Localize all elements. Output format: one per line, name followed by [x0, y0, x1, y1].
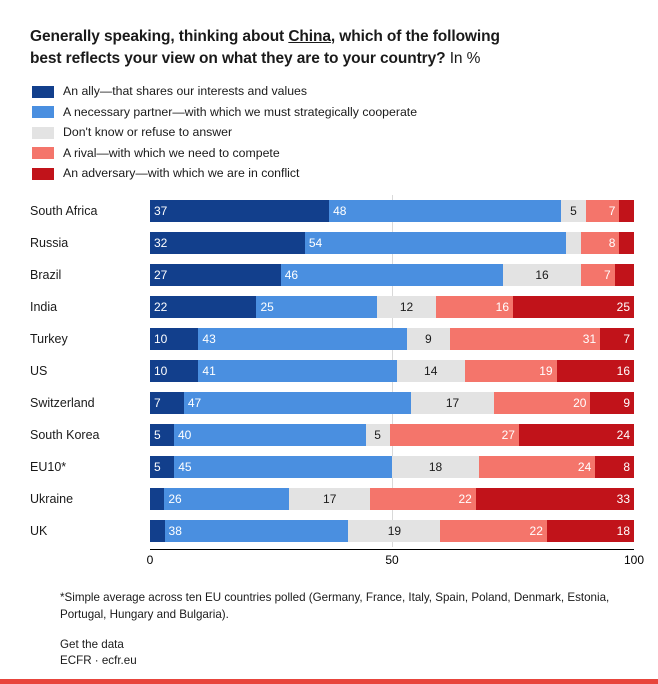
chart-row — [30, 259, 634, 291]
bar-value-label: 7 — [603, 268, 611, 282]
bar-segment — [411, 392, 493, 414]
bar-segment — [494, 392, 591, 414]
bar-segment — [619, 200, 634, 222]
bar-segment — [377, 296, 435, 318]
bar-segment — [436, 296, 513, 318]
bar-value-label: 12 — [399, 300, 414, 314]
bar-value-label: 41 — [202, 364, 216, 378]
bar-segment — [595, 456, 634, 478]
bar-value-label: 22 — [529, 524, 543, 538]
bar-value-label: 5 — [570, 204, 577, 218]
bar-segment — [174, 456, 392, 478]
bar-value-label: 14 — [424, 364, 438, 378]
bar-value-label: 22 — [154, 300, 168, 314]
x-axis-line — [146, 549, 645, 567]
bar-segment — [150, 424, 174, 446]
bar-segment — [619, 232, 634, 254]
bar-value-label: 54 — [308, 236, 323, 250]
bar-value-label: 33 — [616, 492, 630, 506]
chart-row — [30, 195, 634, 227]
bar-segment — [390, 424, 519, 446]
bar-segment — [581, 232, 620, 254]
legend-swatch-icon — [32, 127, 54, 139]
chart-row — [30, 227, 634, 259]
bar-segment — [407, 328, 451, 350]
bar-segment — [397, 360, 465, 382]
category-label: Russia — [30, 236, 69, 250]
category-label: South Africa — [30, 204, 98, 218]
bar-value-label: 5 — [374, 428, 381, 442]
bar-value-label: 5 — [154, 428, 161, 442]
title-part-3: best reflects your view on what they are to your country? — [30, 50, 450, 67]
category-label: Switzerland — [30, 396, 95, 410]
bar-value-label: 7 — [623, 332, 631, 346]
legend-item-label: An ally—that shares our interests and values — [63, 84, 308, 99]
legend-item[interactable] — [32, 146, 634, 161]
bar-segment — [450, 328, 600, 350]
legend-item[interactable] — [32, 105, 634, 120]
bar-value-label: 25 — [616, 300, 630, 314]
category-label: South Korea — [30, 428, 100, 442]
bar-value-label: 18 — [616, 524, 630, 538]
category-label: Brazil — [30, 268, 62, 282]
bar-segment — [329, 200, 561, 222]
bar-segment — [184, 392, 411, 414]
bar-segment — [305, 232, 566, 254]
bar-segment — [590, 392, 634, 414]
bar-segment — [165, 520, 349, 542]
axis-tick-label: 100 — [623, 553, 645, 567]
category-label: US — [30, 364, 48, 378]
bar-segment — [547, 520, 634, 542]
bar-segment — [615, 264, 634, 286]
bar-value-label: 27 — [501, 428, 515, 442]
bar-value-label: 18 — [428, 460, 443, 474]
bar-segment — [513, 296, 634, 318]
bar-value-label: 5 — [154, 460, 161, 474]
bar-segment — [600, 328, 634, 350]
chart-row — [30, 323, 634, 355]
title-country: China — [288, 28, 331, 45]
bar-segment — [392, 456, 479, 478]
bar-value-label: 10 — [154, 332, 168, 346]
chart-row — [30, 387, 634, 419]
title-part-2: , which of the following — [330, 28, 500, 45]
bar-segment — [174, 424, 366, 446]
bar-segment — [476, 488, 634, 510]
bar-value-label: 9 — [623, 396, 630, 410]
legend-swatch-icon — [32, 86, 54, 98]
chart-row — [30, 451, 634, 483]
legend-item[interactable] — [32, 166, 634, 181]
legend-item[interactable] — [32, 84, 634, 99]
bar-value-label: 19 — [539, 364, 553, 378]
chart-row — [30, 515, 634, 547]
title-part-1: Generally speaking, thinking about — [30, 28, 289, 45]
bar-segment — [150, 520, 165, 542]
stacked-bar — [150, 360, 634, 382]
bar-segment — [281, 264, 504, 286]
stacked-bar — [150, 392, 634, 414]
legend-swatch-icon — [32, 106, 54, 118]
bar-value-label: 8 — [608, 236, 616, 250]
stacked-bar — [150, 328, 634, 350]
bar-segment — [150, 328, 198, 350]
chart-plot-area — [30, 195, 645, 567]
stacked-bar — [150, 424, 634, 446]
bar-value-label: 19 — [387, 524, 402, 538]
category-label: Turkey — [30, 332, 68, 346]
stacked-bar — [150, 488, 634, 510]
bar-value-label: 17 — [323, 492, 337, 506]
stacked-bar — [150, 264, 634, 286]
category-label: Ukraine — [30, 492, 74, 506]
bar-segment — [366, 424, 390, 446]
chart-footnote: *Simple average across ten EU countries polled (Germany, France, Italy, Spain, Poland, Denmark, Estonia, Portugal, Hungary and Bulgaria). — [60, 591, 610, 622]
bar-value-label: 38 — [168, 524, 182, 538]
bar-segment — [440, 520, 546, 542]
stacked-bar — [150, 456, 634, 478]
bar-value-label: 40 — [177, 428, 192, 442]
bar-value-label: 45 — [178, 460, 192, 474]
bar-segment — [561, 200, 585, 222]
chart-legend — [32, 84, 634, 181]
bar-value-label: 22 — [458, 492, 472, 506]
title-unit: In % — [449, 50, 481, 67]
bar-segment — [581, 264, 615, 286]
bar-value-label: 20 — [573, 396, 587, 410]
bar-segment — [150, 264, 281, 286]
stacked-bar — [150, 520, 634, 542]
bar-value-label: 10 — [154, 364, 168, 378]
legend-swatch-icon — [32, 168, 54, 180]
bar-value-label: 37 — [154, 204, 168, 218]
bar-value-label: 7 — [608, 204, 616, 218]
stacked-bar — [150, 200, 634, 222]
bar-value-label: 32 — [154, 236, 168, 250]
bar-value-label: 16 — [616, 364, 630, 378]
bar-value-label: 48 — [333, 204, 347, 218]
bar-value-label: 24 — [577, 460, 592, 474]
axis-spacer — [30, 549, 150, 567]
stacked-bar — [150, 232, 634, 254]
legend-item-label: A necessary partner—with which we must strategically cooperate — [63, 104, 418, 119]
bar-segment — [519, 424, 634, 446]
legend-item[interactable] — [32, 125, 634, 140]
bar-segment — [150, 392, 184, 414]
page-title — [30, 26, 630, 70]
bar-segment — [465, 360, 557, 382]
bar-value-label: 31 — [582, 332, 597, 346]
bar-segment — [586, 200, 620, 222]
bar-segment — [164, 488, 289, 510]
bar-segment — [479, 456, 595, 478]
bar-value-label: 25 — [260, 300, 274, 314]
bar-segment — [150, 232, 305, 254]
category-label: EU10* — [30, 460, 67, 474]
legend-item-label: Don't know or refuse to answer — [63, 125, 233, 140]
bar-segment — [150, 296, 256, 318]
category-label: India — [30, 300, 58, 314]
axis-tick-label: 0 — [146, 553, 154, 567]
bar-value-label: 17 — [445, 396, 460, 410]
chart-source — [60, 637, 634, 670]
bar-segment — [150, 200, 329, 222]
x-axis — [30, 549, 645, 567]
bar-value-label: 16 — [495, 300, 509, 314]
bar-segment — [348, 520, 440, 542]
bar-segment — [557, 360, 634, 382]
bar-value-label: 46 — [284, 268, 299, 282]
footer-accent-bar — [0, 679, 658, 684]
publisher-label: ECFR · ecfr.eu — [60, 654, 137, 668]
bar-segment — [150, 456, 174, 478]
bar-segment — [150, 488, 164, 510]
bar-value-label: 7 — [154, 396, 161, 410]
bar-value-label: 16 — [535, 268, 549, 282]
legend-item-label: A rival—with which we need to compete — [63, 145, 280, 160]
bar-value-label: 26 — [168, 492, 182, 506]
bar-value-label: 8 — [623, 460, 630, 474]
axis-tick-label: 50 — [385, 553, 399, 567]
bar-segment — [198, 360, 396, 382]
chart-row — [30, 291, 634, 323]
chart-row — [30, 483, 634, 515]
bar-value-label: 24 — [616, 428, 630, 442]
legend-item-label: An adversary—with which we are in conflict — [63, 166, 300, 181]
bar-segment — [150, 360, 198, 382]
bar-segment — [503, 264, 580, 286]
bar-segment — [289, 488, 370, 510]
bar-segment — [566, 232, 581, 254]
get-data-link[interactable]: Get the data — [60, 637, 124, 651]
chart-row — [30, 355, 634, 387]
bar-value-label: 27 — [154, 268, 168, 282]
bar-segment — [198, 328, 406, 350]
bar-value-label: 47 — [187, 396, 202, 410]
chart-row — [30, 419, 634, 451]
bar-value-label: 43 — [202, 332, 216, 346]
legend-swatch-icon — [32, 147, 54, 159]
bar-segment — [256, 296, 377, 318]
bar-segment — [370, 488, 475, 510]
category-label: UK — [30, 524, 48, 538]
stacked-bar — [150, 296, 634, 318]
bar-value-label: 9 — [424, 332, 432, 346]
